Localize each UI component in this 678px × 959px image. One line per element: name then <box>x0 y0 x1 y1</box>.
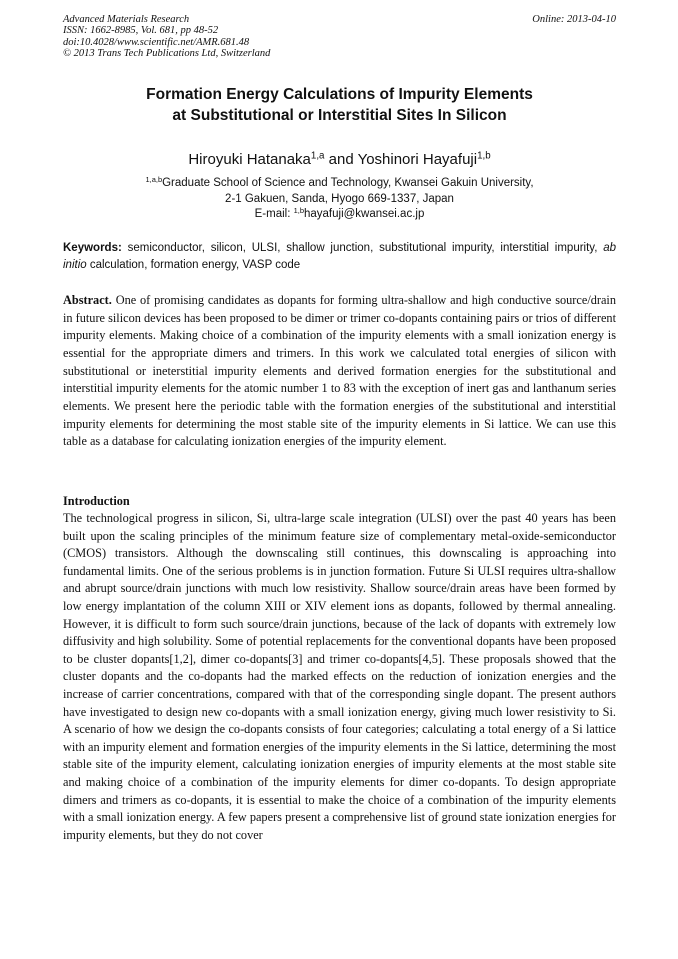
email-address[interactable]: hayafuji@kwansei.ac.jp <box>304 208 425 220</box>
doi-line: doi:10.4028/www.scientific.net/AMR.681.48 <box>63 36 250 48</box>
affiliation-line-1 <box>63 176 616 192</box>
affiliation-address: 2-1 Gakuen, Sanda, Hyogo 669-1337, Japan <box>225 192 454 205</box>
affiliation-mark: 1,a,b <box>145 174 163 184</box>
keywords-text: semiconductor, silicon, ULSI, shallow junction, substitutional impurity, interstitial impurity, <box>121 242 604 254</box>
abstract-text: One of promising candidates as dopants for forming ultra-shallow and high conductive source/drain in future silicon devices has been proposed to be dimer or trimer co-dopants containing pairs or trios of different impurity elements. Making choice of a combination of the impurity elements with a small ionization energy is essential for the appropriate dimers and trimers. In this work we calculated total energies of silicon with substitutional or ineterstitial impurity elements and derived formation energies for the substitutional and interstitial impurity elements for the atomic number 1 to 83 with the exception of inert gas and lanthanum series elements. We present here the periodic table with the formation energies of the substitutional and interstitial impurity elements for determining the most stable site of the impurity elements in Si lattice. We can use this table as a database for calculating ionization energies of the impurity element. <box>63 293 616 449</box>
email-affiliation-mark: 1,b <box>293 205 304 215</box>
affiliation-block <box>63 176 616 223</box>
journal-name: Advanced Materials Research <box>63 14 190 25</box>
issn-line: ISSN: 1662-8985, Vol. 681, pp 48-52 <box>63 25 219 37</box>
abstract-label: Abstract. <box>63 293 112 307</box>
author-1-name: Hiroyuki Hatanaka <box>188 151 311 168</box>
author-1-affiliation-mark: 1,a <box>310 150 325 162</box>
introduction-paragraph: The technological progress in silicon, Si, ultra-large scale integration (ULSI) over the past 40 years has been built upon the scaling principles of the minimum feature size of complementary metal-oxide-semiconductor (CMOS) transistors. Although the downscaling still continues, this downscaling is approaching into fundamental limits. One of the serious problems is in junction formation. Future Si ULSI requires ultra-shallow and abrupt source/drain junctions with much low resistivity. Shallow source/drain areas have been formed by low energy implantation of the column XIII or XIV element ions as dopants, followed by thermal annealing. However, it is difficult to form such source/drain junctions, because of the lack of dopants with extremely low diffusivity and high solubility. Some of potential replacements for the conventional dopants have been proposed to be cluster dopants[1,2], dimer co-dopants[3] and trimer co-dopants[4,5]. These proposals showed that the cluster dopants and the co-dopants had the marked effects on the reduction of ionization energies and the increase of carrier concentrations, compared with that of the corresponding single dopant. The present authors have investigated to design new co-dopants with a small ionization energy, giving much lower resistivity to Si. A scenario of how we design the co-dopants consists of four categories; calculating a total energy of a Si lattice with an impurity element and formation energies of the impurity elements in the Si lattice, determining the most stable site of the impurity element, calculating ionization energies of impurity elements at the most stable site and making choice of a combination of the impurity elements for dimer co-dopants. To design appropriate dimers and trimers as co-dopants, it is essential to make the choice of a combination of the impurity elements with a small ionization energy. A few papers present a comprehensive list of ground state ionization energies for impurity elements, but they do not cover <box>63 511 616 842</box>
paper-title <box>63 84 616 126</box>
keywords-text-end: calculation, formation energy, VASP code <box>86 259 301 271</box>
author-2-affiliation-mark: 1,b <box>477 150 491 162</box>
copyright-line: © 2013 Trans Tech Publications Ltd, Switzerland <box>63 47 271 59</box>
keywords-label: Keywords: <box>63 242 122 254</box>
author-separator: and <box>324 151 358 168</box>
affiliation-email-line <box>63 207 616 223</box>
keywords-paragraph <box>63 240 616 274</box>
title-line-1: Formation Energy Calculations of Impurity Elements <box>146 86 533 103</box>
email-label: E-mail: <box>254 208 294 220</box>
section-heading-introduction: Introduction <box>63 494 130 508</box>
online-date: Online: 2013-04-10 <box>532 14 616 25</box>
title-line-2: at Substitutional or Interstitial Sites In Silicon <box>172 107 507 124</box>
abstract-paragraph <box>63 292 616 451</box>
author-2-name: Yoshinori Hayafuji <box>357 151 478 168</box>
keywords-italic-term: ab initio <box>63 242 616 271</box>
affiliation-institution: Graduate School of Science and Technology, Kwansei Gakuin University, <box>162 177 534 189</box>
author-list <box>63 151 616 169</box>
journal-header <box>63 14 616 59</box>
